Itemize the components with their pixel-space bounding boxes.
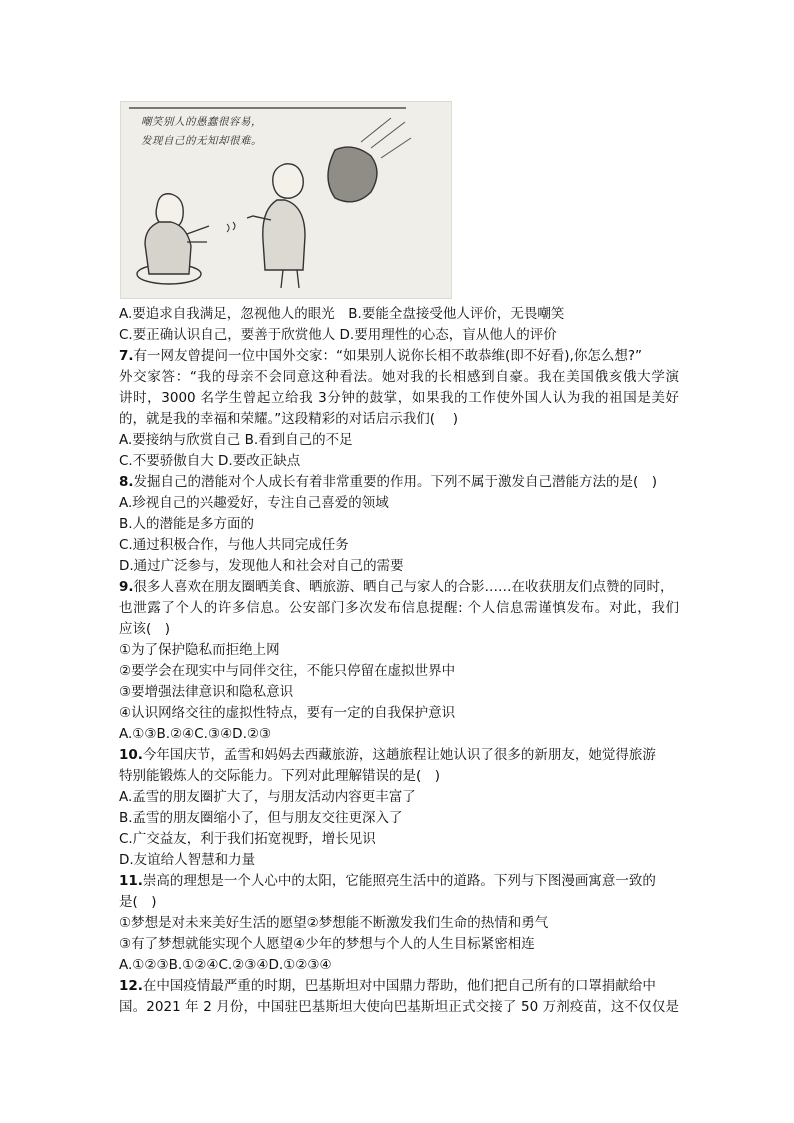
q11-number: 11.	[119, 873, 143, 889]
q7-option-ab: A.要接纳与欣赏自己 B.看到自己的不足	[119, 432, 353, 448]
cartoon-caption-line1: 嘲笑别人的愚蠢很容易，	[141, 116, 262, 128]
q12-number: 12.	[119, 978, 143, 994]
q10-stem-1: 今年国庆节，孟雪和妈妈去西藏旅游，这趟旅程让她认识了很多的新朋友，她觉得旅游	[142, 747, 656, 763]
q7-line2: 外交家答：“我的母亲不会同意这种看法。她对我的长相感到自豪。我在美国俄亥俄大学演	[119, 369, 679, 385]
q9-number: 9.	[119, 579, 134, 595]
cartoon-drawing	[121, 102, 451, 298]
q7-line3: 讲时，3000 名学生曾起立给我 3分钟的鼓掌，如果我的工作使外国人认为我的祖国是美好	[119, 390, 679, 406]
q9-item-1: ①为了保护隐私而拒绝上网	[119, 642, 280, 658]
cartoon-illustration	[120, 101, 452, 299]
q11-line2: 是( )	[119, 894, 157, 910]
q9-answers: A.①③B.②④C.③④D.②③	[119, 726, 272, 742]
q11-stem-1: 崇高的理想是一个人心中的太阳，它能照亮生活中的道路。下列与下图漫画寓意一致的	[142, 873, 656, 889]
q9-item-3: ③要增强法律意识和隐私意识	[119, 684, 294, 700]
q6-options-cd: C.要正确认识自己，要善于欣赏他人 D.要用理性的心态，盲从他人的评价	[119, 327, 557, 343]
q11-item-row1: ①梦想是对未来美好生活的愿望②梦想能不断激发我们生命的热情和勇气	[119, 915, 549, 931]
q9-line2: 也泄露了个人的许多信息。公安部门多次发布信息提醒: 个人信息需谨慎发布。对此，我们	[119, 600, 679, 616]
q8-stem	[119, 472, 679, 493]
q10-option-c: C.广交益友，利于我们拓宽视野，增长见识	[119, 831, 376, 847]
q12-stem-1: 在中国疫情最严重的时期，巴基斯坦对中国鼎力帮助，他们把自己所有的口罩捐献给中	[142, 978, 656, 994]
q8-number: 8.	[119, 474, 134, 490]
question-content	[119, 304, 679, 1018]
q9-item-4: ④认识网络交往的虚拟性特点，要有一定的自我保护意识	[119, 705, 456, 721]
q7-number: 7.	[119, 348, 134, 364]
q12-line2: 国。2021 年 2 月份，中国驻巴基斯坦大使向巴基斯坦正式交接了 50 万剂疫苗，这不仅仅是	[119, 999, 679, 1015]
q8-option-a: A.珍视自己的兴趣爱好，专注自己喜爱的领域	[119, 495, 389, 511]
q7-option-cd: C.不要骄傲自大 D.要改正缺点	[119, 453, 301, 469]
q11-answers: A.①②③B.①②④C.②③④D.①②③④	[119, 957, 332, 973]
q10-option-b: B.孟雪的朋友圈缩小了，但与朋友交往更深入了	[119, 810, 403, 826]
q8-option-b: B.人的潜能是多方面的	[119, 516, 255, 532]
q8-option-c: C.通过积极合作，与他人共同完成任务	[119, 537, 349, 553]
q9-stem-1: 很多人喜欢在朋友圈晒美食、晒旅游、晒自己与家人的合影……在收获朋友们点赞的同时，	[133, 579, 674, 595]
q10-line2: 特别能锻炼人的交际能力。下列对此理解错误的是( )	[119, 768, 441, 784]
q7-line4: 的，就是我的幸福和荣耀。”这段精彩的对话启示我们( )	[119, 411, 459, 427]
q11-line1	[119, 871, 679, 892]
q9-item-2: ②要学会在现实中与同伴交往，不能只停留在虚拟世界中	[119, 663, 456, 679]
q8-option-d: D.通过广泛参与，发现他人和社会对自己的需要	[119, 558, 404, 574]
q10-option-d: D.友谊给人智慧和力量	[119, 852, 256, 868]
q6-options-ab: A.要追求自我满足，忽视他人的眼光 B.要能全盘接受他人评价，无畏嘲笑	[119, 306, 565, 322]
q10-option-a: A.孟雪的朋友圈扩大了，与朋友活动内容更丰富了	[119, 789, 416, 805]
q9-line1	[119, 577, 679, 598]
q9-line3: 应该( )	[119, 621, 171, 637]
q7-line1	[119, 346, 679, 367]
q7-stem-1: 有一网友曾提问一位中国外交家：“如果别人说你长相不敢恭维(即不好看),你怎么想?”	[133, 348, 643, 364]
q8-stem-text: 发掘自己的潜能对个人成长有着非常重要的作用。下列不属于激发自己潜能方法的是( )	[133, 474, 658, 490]
q10-line1	[119, 745, 679, 766]
q12-line1	[119, 976, 679, 997]
q11-item-row2: ③有了梦想就能实现个人愿望④少年的梦想与个人的人生目标紧密相连	[119, 936, 535, 952]
q10-number: 10.	[119, 747, 143, 763]
cartoon-caption-line2: 发现自己的无知却很难。	[141, 135, 262, 147]
